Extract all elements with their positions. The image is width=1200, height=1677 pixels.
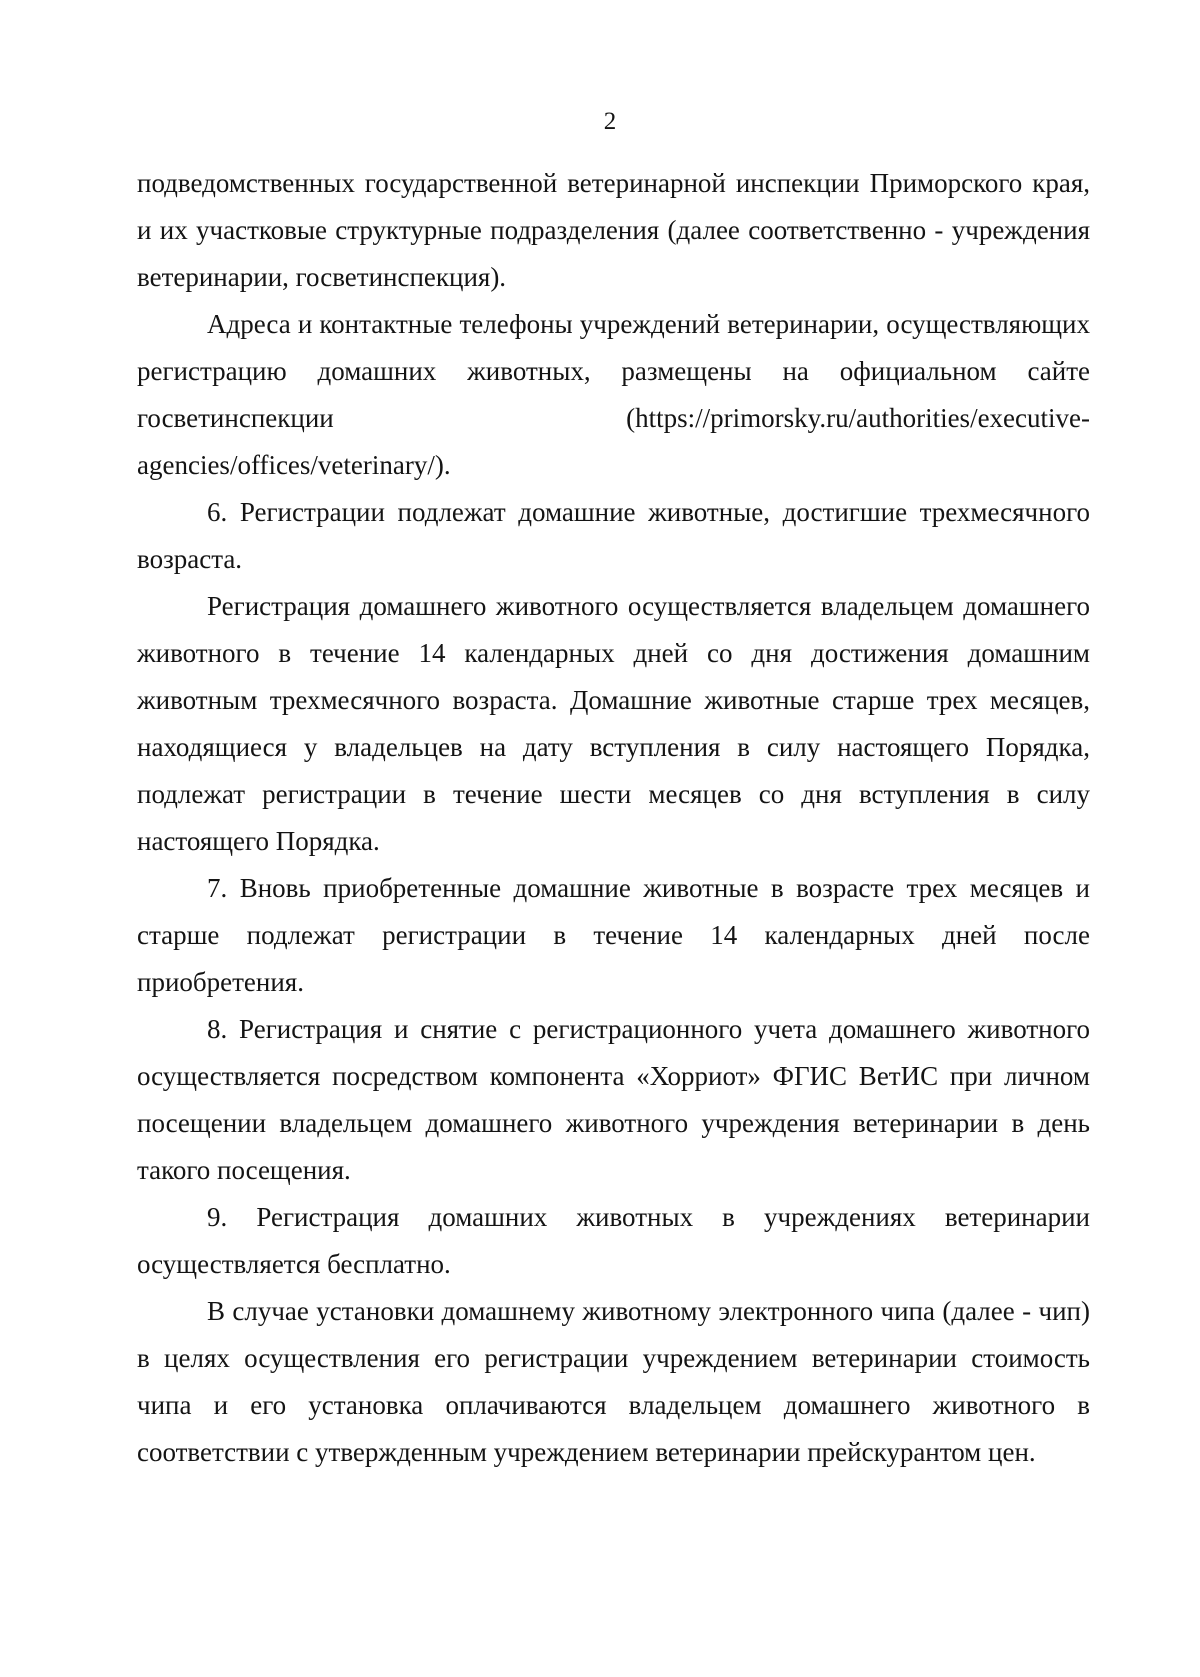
paragraph-item-7: 7. Вновь приобретенные домашние животные в возрасте трех месяцев и старше подлежат регистрации в течение 14 календарных дней после приобретения. [137,873,1090,997]
paragraph-item-8: 8. Регистрация и снятие с регистрационного учета домашнего животного осуществляется посредством компонента «Хорриот» ФГИС ВетИС при личном посещении владельцем домашнего животного учреждения ветеринарии в день такого посещения. [137,1014,1090,1185]
page-number: 2 [603,108,617,135]
paragraph-continuation: подведомственных государственной ветеринарной инспекции Приморского края, и их участковые структурные подразделения (далее соответственно - учреждения ветеринарии, госветинспекция). [137,168,1090,292]
document-body [137,160,1090,1476]
paragraph-addresses: Адреса и контактные телефоны учреждений ветеринарии, осуществляющих регистрацию домашних животных, размещены на официальном сайте госветинспекции (https://primorsky.ru/authorities/executive-agencies/offices/veterinary/). [137,309,1090,480]
paragraph-registration-deadline: Регистрация домашнего животного осуществляется владельцем домашнего животного в течение 14 календарных дней со дня достижения домашним животным трехмесячного возраста. Домашние животные старше трех месяцев, находящиеся у владельцев на дату вступления в силу настоящего Порядка, подлежат регистрации в течение шести месяцев со дня вступления в силу настоящего Порядка. [137,591,1090,856]
paragraph-item-9: 9. Регистрация домашних животных в учреждениях ветеринарии осуществляется бесплатно. [137,1202,1090,1279]
paragraph-item-6: 6. Регистрации подлежат домашние животные, достигшие трехмесячного возраста. [137,497,1090,574]
paragraph-chip-cost: В случае установки домашнему животному электронного чипа (далее - чип) в целях осуществления его регистрации учреждением ветеринарии стоимость чипа и его установка оплачиваются владельцем домашнего животного в соответствии с утвержденным учреждением ветеринарии прейскурантом цен. [137,1296,1090,1467]
